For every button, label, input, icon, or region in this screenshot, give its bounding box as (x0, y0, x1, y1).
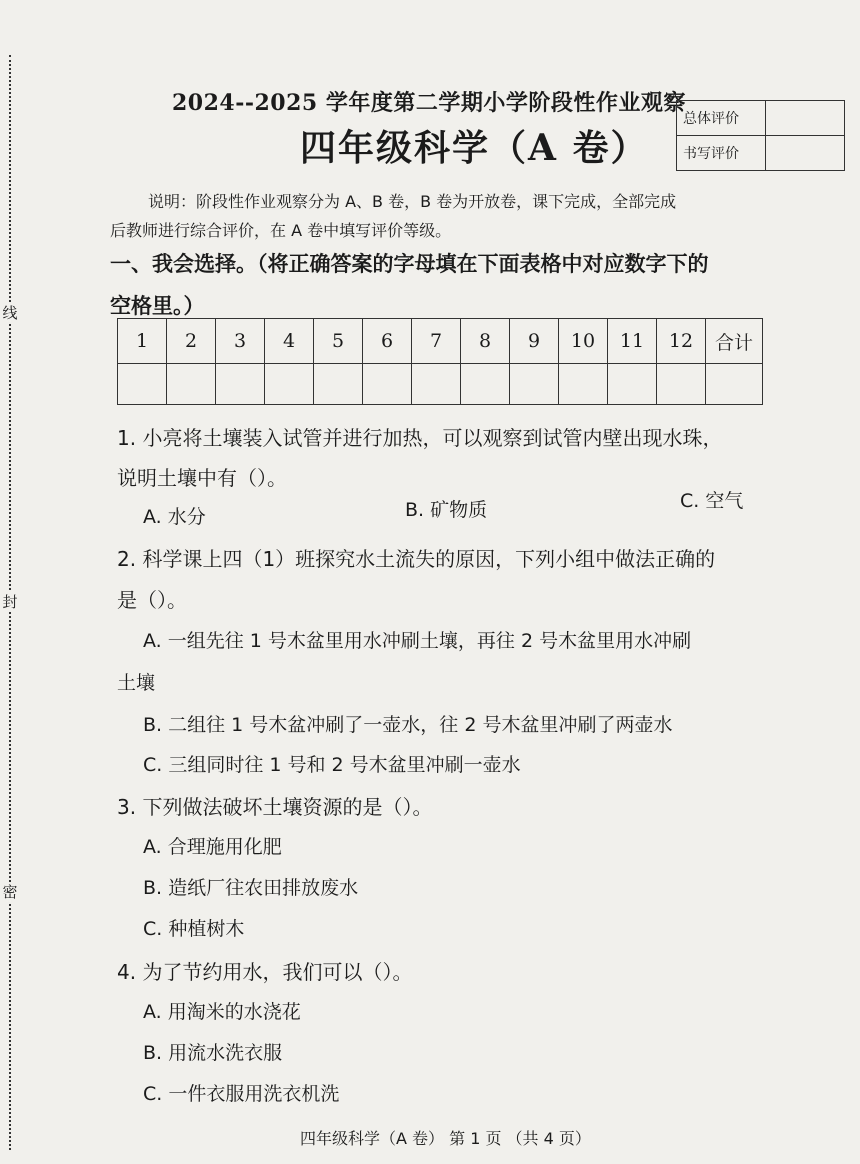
instructions-line-1: 说明：阶段性作业观察分为 A、B 卷，B 卷为开放卷，课下完成，全部完成 (148, 192, 677, 211)
question-3-option-b: B. 造纸厂往农田排放废水 (143, 877, 359, 899)
question-1-option-b: B. 矿物质 (405, 499, 488, 521)
question-4-option-c: C. 一件衣服用洗衣机洗 (143, 1083, 340, 1105)
answer-table (117, 318, 763, 405)
answer-cell[interactable] (461, 364, 510, 405)
instructions-line-2: 后教师进行综合评价，在 A 卷中填写评价等级。 (110, 221, 452, 240)
answer-cell[interactable] (167, 364, 216, 405)
answer-cell[interactable] (412, 364, 461, 405)
question-4-option-b: B. 用流水洗衣服 (143, 1042, 283, 1064)
answer-cell[interactable] (118, 364, 167, 405)
answer-table-blank-row (118, 364, 763, 405)
binding-char-mi: 密 (0, 882, 20, 902)
binding-char-xian: 线 (0, 303, 20, 323)
question-1-option-a: A. 水分 (143, 506, 206, 528)
answer-col-12: 12 (657, 319, 706, 364)
answer-col-11: 11 (608, 319, 657, 364)
answer-col-8: 8 (461, 319, 510, 364)
evaluation-value[interactable] (766, 101, 845, 136)
question-1-line-2: 说明土壤中有（）。 (117, 466, 287, 490)
question-2-line-2: 是（）。 (117, 588, 187, 612)
answer-col-5: 5 (314, 319, 363, 364)
evaluation-label: 总体评价 (677, 101, 766, 136)
answer-cell[interactable] (559, 364, 608, 405)
evaluation-value[interactable] (766, 136, 845, 171)
question-3-line-1: 3. 下列做法破坏土壤资源的是（）。 (117, 795, 433, 819)
question-4-option-a: A. 用淘米的水浇花 (143, 1001, 301, 1023)
answer-col-4: 4 (265, 319, 314, 364)
answer-col-10: 10 (559, 319, 608, 364)
answer-col-7: 7 (412, 319, 461, 364)
answer-cell[interactable] (608, 364, 657, 405)
answer-cell[interactable] (314, 364, 363, 405)
answer-cell[interactable] (265, 364, 314, 405)
evaluation-table (676, 100, 845, 171)
answer-table-header-row (118, 319, 763, 364)
answer-col-1: 1 (118, 319, 167, 364)
question-1-line-1: 1. 小亮将土壤装入试管并进行加热，可以观察到试管内壁出现水珠， (117, 426, 723, 450)
answer-col-2: 2 (167, 319, 216, 364)
question-2-option-a-line-2: 土壤 (117, 672, 156, 694)
question-2-option-a-line-1: A. 一组先往 1 号木盆里用水冲刷土壤，再往 2 号木盆里用水冲刷 (143, 630, 692, 652)
question-2-option-c: C. 三组同时往 1 号和 2 号木盆里冲刷一壶水 (143, 754, 521, 776)
answer-col-total: 合计 (706, 319, 763, 364)
evaluation-label: 书写评价 (677, 136, 766, 171)
section-heading-line-1: 一、我会选择。（将正确答案的字母填在下面表格中对应数字下的 (110, 252, 709, 276)
section-heading-line-2: 空格里。） (110, 294, 205, 318)
question-1-option-c: C. 空气 (680, 490, 744, 512)
exam-header: 2024--2025 学年度第二学期小学阶段性作业观察 (172, 90, 686, 116)
question-2-line-1: 2. 科学课上四（1）班探究水土流失的原因，下列小组中做法正确的 (117, 547, 716, 571)
answer-col-9: 9 (510, 319, 559, 364)
answer-cell[interactable] (216, 364, 265, 405)
evaluation-row (677, 136, 845, 171)
evaluation-row (677, 101, 845, 136)
answer-cell[interactable] (363, 364, 412, 405)
answer-col-6: 6 (363, 319, 412, 364)
question-2-option-b: B. 二组往 1 号木盆冲刷了一壶水，往 2 号木盆里冲刷了两壶水 (143, 714, 673, 736)
exam-title: 四年级科学（A 卷） (300, 127, 649, 169)
answer-cell[interactable] (510, 364, 559, 405)
answer-total-cell[interactable] (706, 364, 763, 405)
page-footer: 四年级科学（A 卷） 第 1 页 （共 4 页） (300, 1129, 591, 1148)
question-3-option-a: A. 合理施用化肥 (143, 836, 282, 858)
question-4-line-1: 4. 为了节约用水，我们可以（）。 (117, 960, 413, 984)
answer-col-3: 3 (216, 319, 265, 364)
binding-char-feng: 封 (0, 592, 20, 612)
question-3-option-c: C. 种植树木 (143, 918, 245, 940)
answer-cell[interactable] (657, 364, 706, 405)
